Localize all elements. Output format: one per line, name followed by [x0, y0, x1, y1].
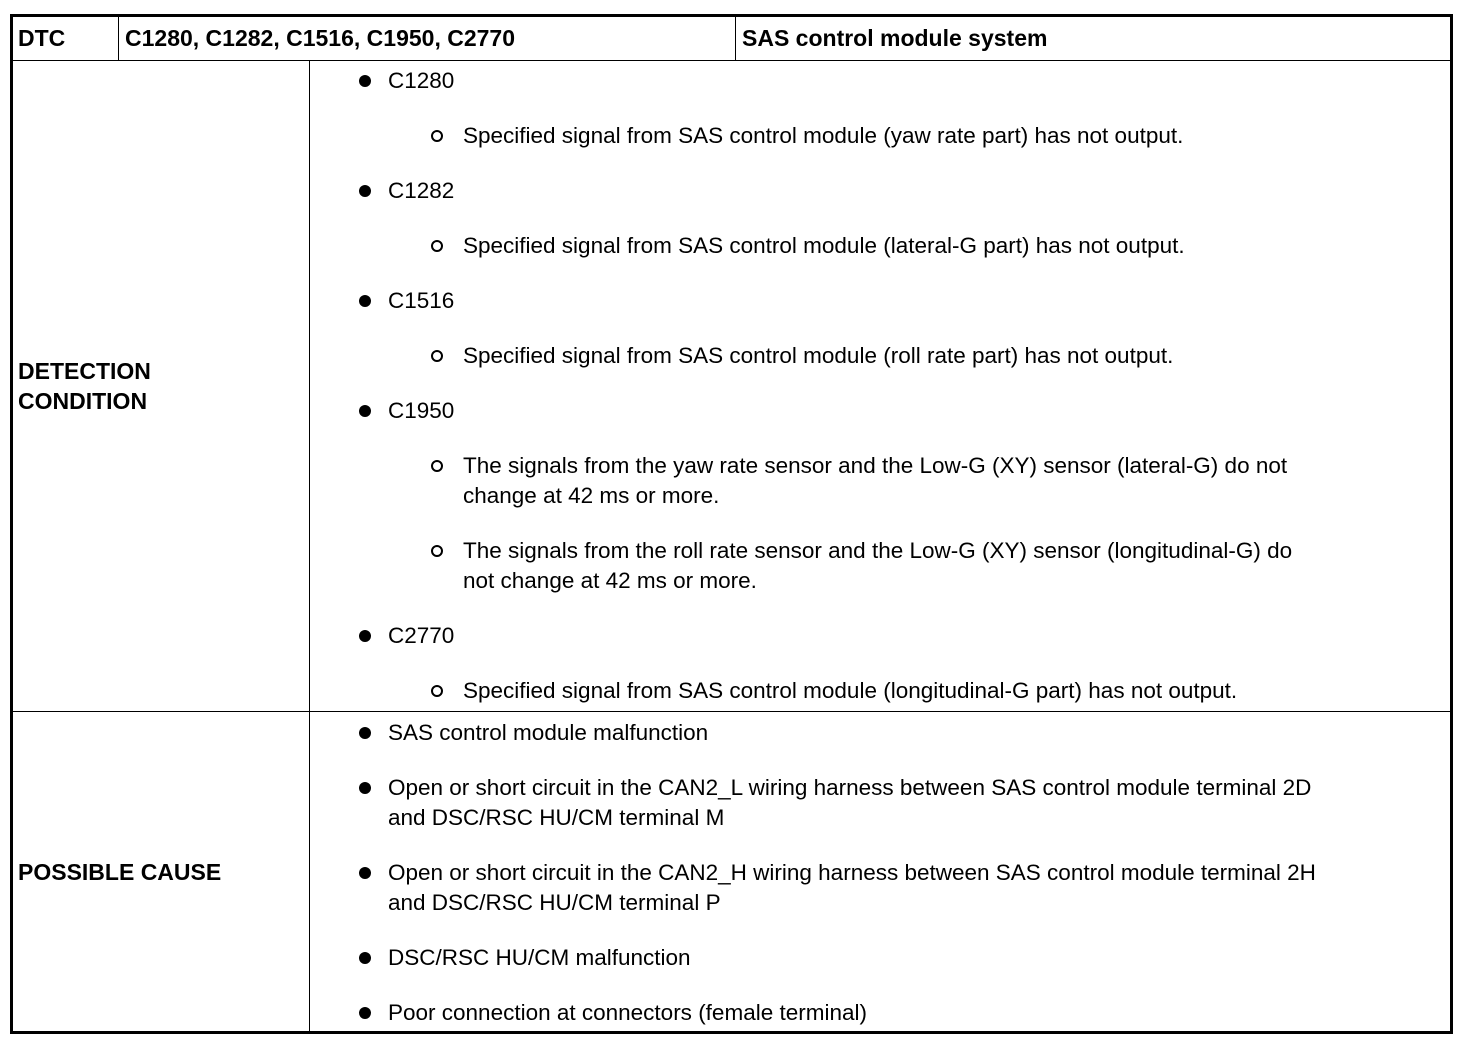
detection-label-line-2: CONDITION — [18, 388, 148, 414]
detection-condition-list: C1280 Specified signal from SAS control module (yaw rate part) has not output. C1282 Specified signal from SAS control module (lateral-G part) has not output. C1516 Specified signal from SAS control module (roll rate part) has not output. C1950 The signals from the yaw rate sensor and the Low-G (XY) sensor (lateral-G) do not change at 42 ms or more. The signals from the roll rate sensor and the Low-G (XY) sensor (longitudinal-G) do not change at 42 ms or more. C2770 Specified signal from SAS control module (longitudinal-G part) has not output. — [310, 61, 1450, 711]
sub-bullet-icon — [431, 545, 443, 557]
bullet-icon — [359, 295, 371, 307]
detection-condition-label — [13, 61, 310, 711]
bullet-icon — [359, 952, 371, 964]
sub-bullet-icon — [431, 460, 443, 472]
bullet-icon — [359, 185, 371, 197]
dtc-table — [10, 14, 1453, 1034]
dtc-codes: C1280, C1282, C1516, C1950, C2770 — [119, 17, 736, 60]
bullet-icon — [359, 630, 371, 642]
possible-cause-row — [13, 712, 1450, 1031]
detection-condition-row — [13, 61, 1450, 712]
system-name: SAS control module system — [742, 25, 1048, 51]
possible-cause-label: POSSIBLE CAUSE — [13, 712, 310, 1031]
bullet-icon — [359, 782, 371, 794]
sub-bullet-icon — [431, 685, 443, 697]
table-header-row — [13, 17, 1450, 61]
bullet-icon — [359, 405, 371, 417]
dtc-label: DTC — [13, 17, 119, 60]
bullet-icon — [359, 727, 371, 739]
possible-cause-list: SAS control module malfunction Open or short circuit in the CAN2_L wiring harness between SAS control module terminal 2D and DSC/RSC HU/CM terminal M Open or short circuit in the CAN2_H wiring harness between SAS control module terminal 2H and DSC/RSC HU/CM terminal P DSC/RSC HU/CM malfunction Poor connection at connectors (female terminal) — [310, 712, 1450, 1031]
bullet-icon — [359, 1007, 371, 1019]
detection-label-line-1: DETECTION — [18, 358, 151, 384]
bullet-icon — [359, 75, 371, 87]
sub-bullet-icon — [431, 350, 443, 362]
sub-bullet-icon — [431, 130, 443, 142]
bullet-icon — [359, 867, 371, 879]
sub-bullet-icon — [431, 240, 443, 252]
